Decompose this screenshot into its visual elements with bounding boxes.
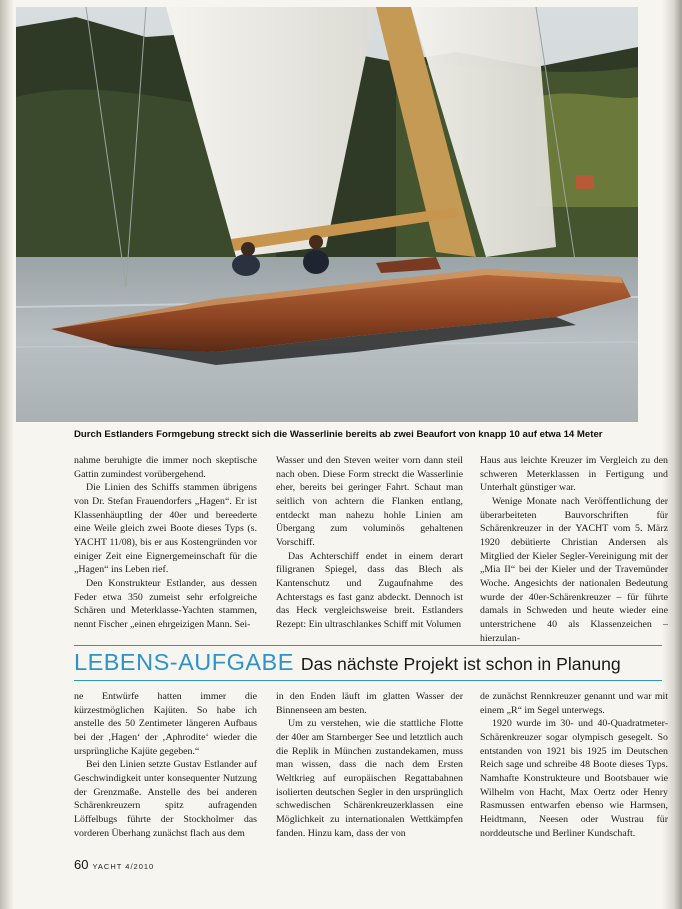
paragraph: Die Linien des Schiffs stammen übrigens von Dr. Stefan Frauendorfers „Hagen“. Er ist Klassenhäuptling der 40er und bereederte eine Weile gleich zwei Boote dieses Typs (s. YACHT 11/08), bis er aus Kostengründen vor einiger Zeit eine Eignergemeinschaft für die „Hagen“ ins Leben rief. (74, 482, 257, 576)
article-column-2-bottom (276, 690, 463, 840)
paragraph: Um zu verstehen, wie die stattliche Flotte der 40er am Starnberger See und letztlich auch die Replik in München zustandekamen, muss man wissen, dass die nach dem Ersten Weltkrieg auf europäischen Regattabahnen isolierten deutschen Segler in den ursprünglich schwedischen Schärenkreuzerklassen eine Möglichkeit zu internationalen Wettkämpfen fanden. Hinzu kam, dass der von (276, 718, 463, 839)
article-column-3-top (480, 454, 668, 645)
page-number: 60 (74, 857, 89, 872)
sailboat-photo (16, 7, 638, 422)
headline-main: LEBENS-AUFGABE (74, 649, 294, 675)
paragraph: 1920 wurde im 30- und 40-Quadratmeter-Schärenkreuzer sogar olympisch gesegelt. So entstanden von 1921 bis 1925 im Deutschen Reich sage und schreibe 48 Boote dieses Typs. Namhafte Konstrukteure und Bootsbauer wie Wilhelm von Hacht, Max Oertz oder Henry Rasmussen entwarfen ebenso wie Harmsen, Heidtmann, Neesen oder Wustrau für norddeutsche und Berliner Kundschaft. (480, 718, 668, 839)
paragraph: Wasser und den Steven weiter vorn dann steil nach oben. Diese Form streckt die Wasserlinie eher, bereits bei geringer Fahrt. Schaut man seitlich von achtern die Flanken entlang, entdeckt man nahezu hohle Linien am Übergang zum voluminös gehaltenen Vorschiff. (276, 455, 463, 548)
paragraph: Das Achterschiff endet in einem derart filigranen Spiegel, dass das Blech als Kantenschutz und Zugaufnahme des Achterstags es fast ganz abdeckt. Dennoch ist das Heck vergleichsweise breit. Estlanders Rezept: Ein ultraschlankes Schiff mit Volumen (276, 550, 463, 630)
section-headline (74, 649, 664, 676)
paragraph: ne Entwürfe hatten immer die kürzestmöglichen Kajüten. So habe ich anstelle des 50 Zentimeter längeren Aufbaus bei der ‚Hagen‘ der ‚Aphrodite‘ wieder die ursprüngliche Kajüte gegeben.“ (74, 691, 257, 757)
photo-caption: Durch Estlanders Formgebung streckt sich die Wasserlinie bereits ab zwei Beaufort von knapp 10 auf etwa 14 Meter (74, 429, 603, 440)
page-binding-shadow (0, 0, 14, 909)
headline-rule-bottom (74, 680, 662, 681)
magazine-issue: YACHT 4/2010 (92, 862, 155, 871)
paragraph: nahme beruhigte die immer noch skeptische Gattin zumindest vorübergehend. (74, 455, 257, 480)
paragraph: in den Enden läuft im glatten Wasser der Binnenseen am besten. (276, 691, 463, 716)
headline-rule-top (74, 645, 662, 646)
paragraph: Haus aus leichte Kreuzer im Vergleich zu den schweren Meterklassen in Fertigung und Unterhalt günstiger war. (480, 455, 668, 494)
article-column-1-bottom (74, 690, 257, 840)
article-column-2-top (276, 454, 463, 632)
page-footer (74, 856, 154, 874)
headline-subtitle: Das nächste Projekt ist schon in Planung (300, 654, 621, 674)
article-column-3-bottom (480, 690, 668, 840)
paragraph: Wenige Monate nach Veröffentlichung der überarbeiteten Bauvorschriften für Schärenkreuzer in der YACHT vom 5. März 1920 debütierte Christian Andersen als Mitglied der Kieler Segler-Vereinigung mit der „Mia II“ bei der Kieler und der Travemünder Woche. Angesichts der nationalen Bedeutung wurde der 40er-Schärenkreuzer – für führte damals in Schweden und heute wieder eine unterstrichene 40 als Klassenzeichen – hierzulan- (480, 495, 668, 644)
paragraph: Den Konstrukteur Estlander, aus dessen Feder etwa 350 zumeist sehr erfolgreiche Schären und Meterklasse-Yachten stammen, nennt Fischer „einen ehrgeizigen Mann. Sei- (74, 577, 257, 630)
paragraph: Bei den Linien setzte Gustav Estlander auf Geschwindigkeit unter konsequenter Nutzung der Grenzmaße. Anstelle des bei anderen Schärenkreuzern spitz aufragenden Löffelbugs führte der Stockholmer das vorderen Überhang zunächst flach aus dem (74, 759, 257, 839)
paragraph: de zunächst Rennkreuzer genannt und war mit einem „R“ im Segel unterwegs. (480, 691, 668, 716)
article-column-1-top (74, 454, 257, 632)
